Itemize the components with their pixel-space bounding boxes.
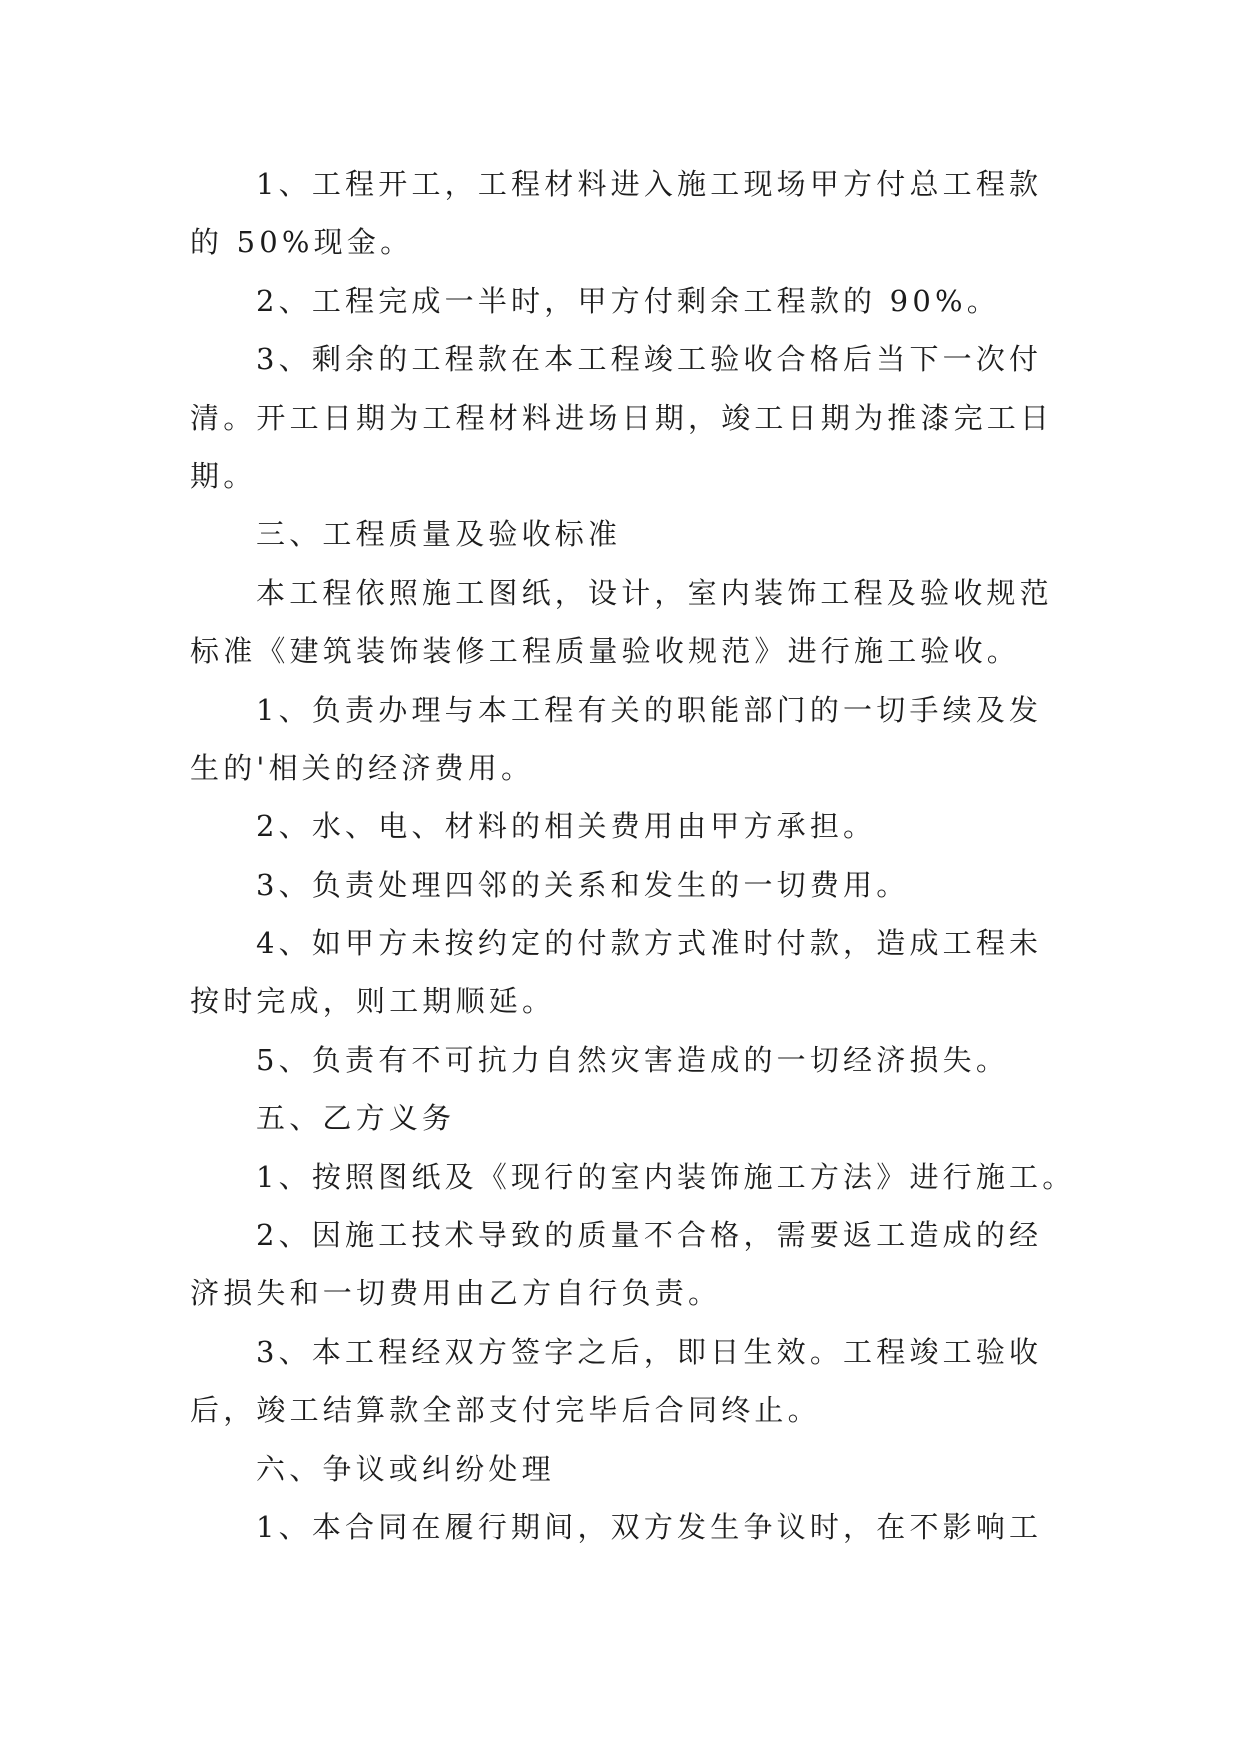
text-line: 2、工程完成一半时，甲方付剩余工程款的 90%。 [256, 283, 1000, 318]
text-line: 的 50%现金。 [190, 225, 414, 260]
section-heading-text: 三、工程质量及验收标准 [256, 517, 622, 552]
text-line: 5、负责有不可抗力自然灾害造成的一切经济损失。 [256, 1042, 1010, 1077]
text-line: 后，竣工结算款全部支付完毕后合同终止。 [190, 1393, 821, 1428]
paragraph [190, 272, 1051, 330]
section-heading [190, 1089, 1051, 1147]
paragraph [190, 856, 1051, 914]
paragraph [190, 681, 1051, 798]
text-line: 期。 [190, 458, 257, 493]
section-heading-text: 五、乙方义务 [256, 1101, 456, 1136]
text-line: 1、负责办理与本工程有关的职能部门的一切手续及发 [256, 692, 1043, 727]
paragraph [190, 1323, 1051, 1440]
text-line: 2、水、电、材料的相关费用由甲方承担。 [256, 809, 877, 844]
paragraph [190, 330, 1054, 505]
text-line: 济损失和一切费用由乙方自行负责。 [190, 1276, 722, 1311]
paragraph [190, 914, 1051, 1031]
paragraph [190, 1206, 1051, 1323]
paragraph [190, 1031, 1051, 1089]
text-line: 2、因施工技术导致的质量不合格，需要返工造成的经 [256, 1218, 1043, 1253]
text-line: 3、本工程经双方签字之后，即日生效。工程竣工验收 [256, 1334, 1043, 1369]
text-line: 按时完成，则工期顺延。 [190, 984, 556, 1019]
text-line: 本工程依照施工图纸，设计，室内装饰工程及验收规范 [256, 575, 1053, 610]
text-line: 生的'相关的经济费用。 [190, 750, 535, 785]
text-line: 1、本合同在履行期间，双方发生争议时，在不影响工 [256, 1509, 1043, 1544]
section-heading [190, 505, 1051, 563]
paragraph [190, 797, 1051, 855]
text-line: 清。开工日期为工程材料进场日期，竣工日期为推漆完工日 [190, 400, 1054, 435]
document-body [190, 155, 1076, 1556]
text-line: 3、剩余的工程款在本工程竣工验收合格后当下一次付 [256, 342, 1043, 377]
text-line: 1、按照图纸及《现行的室内装饰施工方法》进行施工。 [256, 1159, 1076, 1194]
paragraph [190, 1148, 1076, 1206]
section-heading [190, 1440, 1051, 1498]
text-line: 1、工程开工，工程材料进入施工现场甲方付总工程款 [256, 167, 1043, 201]
text-line: 3、负责处理四邻的关系和发生的一切费用。 [256, 867, 910, 902]
paragraph [190, 155, 1051, 272]
section-heading-text: 六、争议或纠纷处理 [256, 1451, 555, 1486]
text-line: 4、如甲方未按约定的付款方式准时付款，造成工程未 [256, 926, 1043, 961]
paragraph [190, 564, 1051, 681]
paragraph [190, 1498, 1051, 1556]
text-line: 标准《建筑装饰装修工程质量验收规范》进行施工验收。 [190, 634, 1021, 669]
